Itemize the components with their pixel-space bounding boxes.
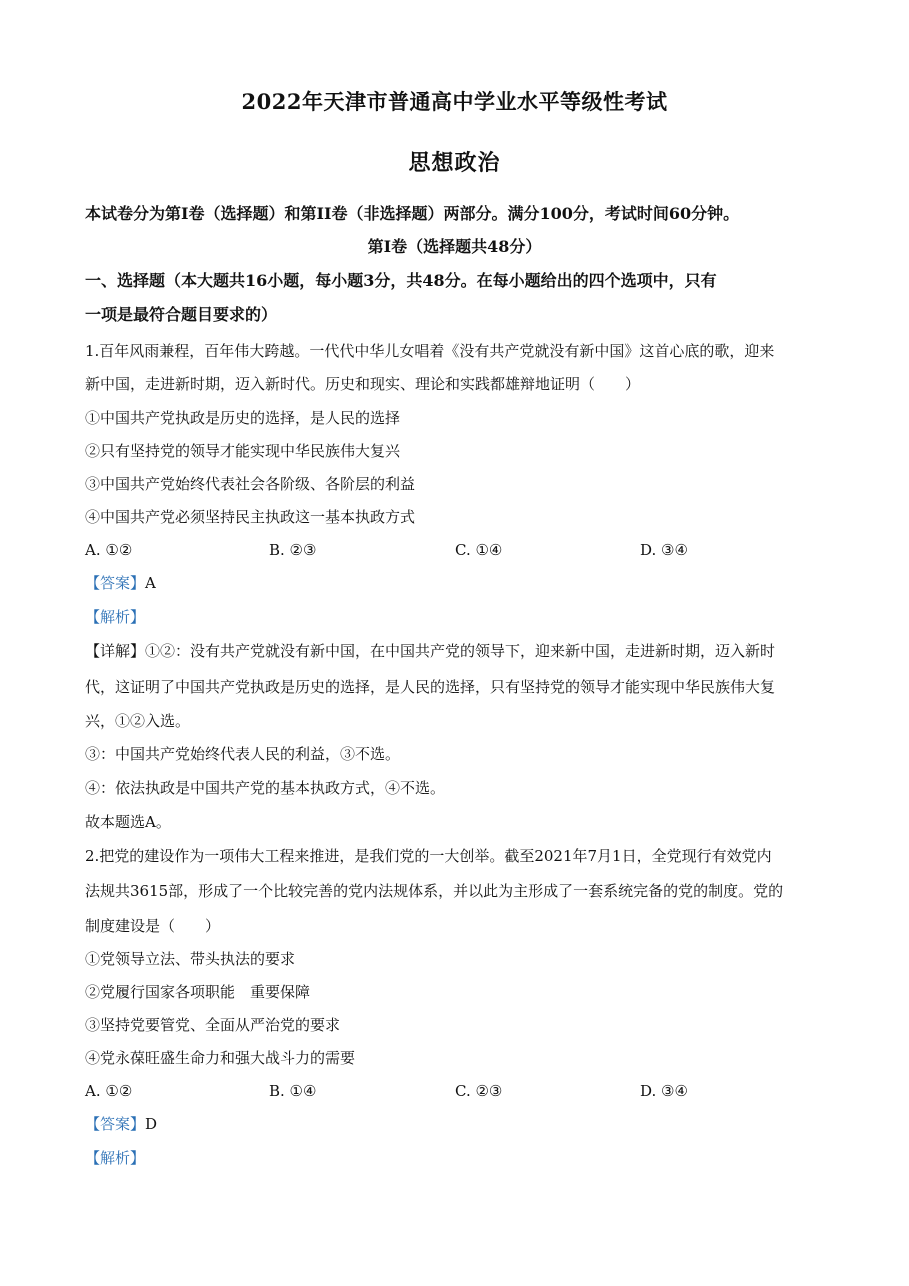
statement-item: ②只有坚持党的领导才能实现中华民族伟大复兴 [85,442,401,460]
option-d: D. ③④ [640,541,688,559]
option-b: B. ①④ [269,1082,317,1100]
statement-item: ①中国共产党执政是历史的选择，是人民的选择 [85,409,401,427]
option-c: C. ①④ [455,541,503,559]
answer-value: A [145,574,156,592]
option-b: B. ②③ [269,541,317,559]
answer-line [85,573,156,593]
question-stem: 新中国，走进新时期，迈入新时代。历史和现实、理论和实践都雄辩地证明（ ） [85,375,641,393]
answer-value: D [145,1115,158,1133]
detail-text: ①②：没有共产党就没有新中国，在中国共产党的领导下，迎来新中国，走进新时期，迈入新时 [145,642,776,660]
detail-tag: 【详解】 [85,642,146,660]
answer-line [85,1114,157,1134]
detail-line [85,641,775,661]
question-stem: 1.百年风雨兼程，百年伟大跨越。一代代中华儿女唱着《没有共产党就没有新中国》这首心底的歌，迎来 [85,342,775,360]
detail-line: ④：依法执政是中国共产党的基本执政方式，④不选。 [85,779,446,797]
subject-title: 思想政治 [408,150,501,176]
statement-item: ④中国共产党必须坚持民主执政这一基本执政方式 [85,508,416,526]
section-title: 一、选择题（本大题共16小题，每小题3分，共48分。在每小题给出的四个选项中，只有 [85,271,717,290]
detail-line: ③：中国共产党始终代表人民的利益，③不选。 [85,745,401,763]
answer-tag: 【答案】 [85,574,146,592]
section-title-cont: 一项是最符合题目要求的） [85,305,278,324]
option-d: D. ③④ [640,1082,688,1100]
option-a: A. ①② [85,541,133,559]
question-stem: 法规共3615部，形成了一个比较完善的党内法规体系，并以此为主形成了一套系统完备的党的制度。党的 [85,882,784,900]
answer-tag: 【答案】 [85,1115,146,1133]
option-c: C. ②③ [455,1082,503,1100]
detail-line: 兴，①②入选。 [85,712,191,730]
statement-item: ②党履行国家各项职能 重要保障 [85,983,311,1001]
statement-item: ③坚持党要管党、全面从严治党的要求 [85,1016,341,1034]
detail-line: 代，这证明了中国共产党执政是历史的选择，是人民的选择，只有坚持党的领导才能实现中华民族伟大复 [85,678,776,696]
exam-title: 2022年天津市普通高中学业水平等级性考试 [241,89,668,114]
detail-line: 故本题选A。 [85,813,171,831]
analysis-tag: 【解析】 [85,608,146,626]
part1-title: 第Ⅰ卷（选择题共48分） [367,237,542,256]
question-stem: 制度建设是（ ） [85,917,221,935]
question-stem: 2.把党的建设作为一项伟大工程来推进，是我们党的一大创举。截至2021年7月1日，全党现行有效党内 [85,847,772,865]
option-a: A. ①② [85,1082,133,1100]
exam-instructions: 本试卷分为第Ⅰ卷（选择题）和第II卷（非选择题）两部分。满分100分，考试时间60分钟。 [85,204,740,223]
statement-item: ④党永葆旺盛生命力和强大战斗力的需要 [85,1049,356,1067]
analysis-tag: 【解析】 [85,1149,146,1167]
statement-item: ③中国共产党始终代表社会各阶级、各阶层的利益 [85,475,416,493]
statement-item: ①党领导立法、带头执法的要求 [85,950,296,968]
